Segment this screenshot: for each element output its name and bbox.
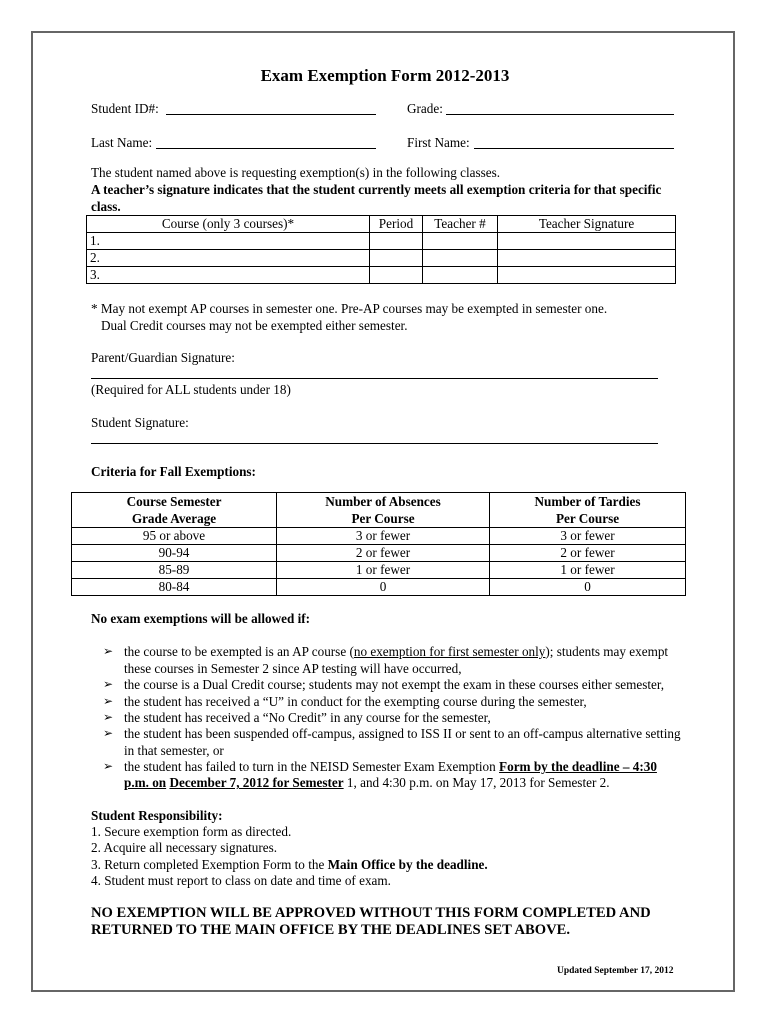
grade-average-header-line1: Course Semester	[126, 494, 222, 509]
course-table-header	[87, 216, 676, 233]
course-cell[interactable]: 1.	[87, 233, 370, 250]
teacher-signature-cell[interactable]	[498, 250, 676, 267]
absences-header-line2: Per Course	[351, 511, 415, 526]
deadline-text: p.m. on	[124, 775, 167, 790]
table-row	[72, 562, 686, 579]
criteria-heading: Criteria for Fall Exemptions:	[91, 464, 256, 479]
bullet-text: the course to be exempted is an AP course (	[124, 644, 354, 659]
arrow-bullet-icon: ➢	[103, 759, 114, 773]
responsibility-bold-text: Main Office by the deadline.	[327, 857, 488, 872]
student-signature-field[interactable]	[91, 443, 658, 444]
table-row	[72, 545, 686, 562]
grade-average-header-line2: Grade Average	[131, 511, 217, 526]
responsibility-text: 3. Return completed Exemption Form to the	[91, 857, 328, 872]
deadline-text: Form by the deadline – 4:30	[499, 759, 657, 774]
responsibility-item: 4. Student must report to class on date and time of exam.	[91, 873, 391, 888]
note-dual-credit: Dual Credit courses may not be exempted either semester.	[101, 318, 408, 333]
responsibility-item: 1. Secure exemption form as directed.	[91, 824, 292, 839]
deadline-date: December 7, 2012 for Semester	[169, 775, 344, 790]
responsibility-heading: Student Responsibility:	[91, 808, 223, 823]
arrow-bullet-icon: ➢	[103, 644, 114, 658]
teacher-number-cell[interactable]	[423, 250, 498, 267]
absences-header	[277, 493, 490, 528]
student-id-label: Student ID#:	[91, 101, 159, 116]
intro-bold-text: A teacher’s signature indicates that the student currently meets all exemption criteria for that specific	[91, 182, 662, 197]
teacher-signature-cell[interactable]	[498, 267, 676, 284]
grade-average-header	[72, 493, 277, 528]
warning-text-line2: RETURNED TO THE MAIN OFFICE BY THE DEADLINES SET ABOVE.	[91, 922, 571, 938]
absences-cell: 3 or fewer	[277, 528, 490, 545]
table-row	[87, 267, 676, 284]
warning-text: NO EXEMPTION WILL BE APPROVED WITHOUT THIS FORM COMPLETED AND	[91, 905, 651, 921]
student-id-field[interactable]	[166, 114, 376, 115]
criteria-table-header	[72, 493, 686, 528]
tardies-cell: 0	[490, 579, 686, 596]
grade-cell: 85-89	[72, 562, 277, 579]
period-cell[interactable]	[370, 250, 423, 267]
bullet-continuation: these courses in Semester 2 since AP testing will have occurred,	[124, 661, 462, 676]
note-ap: * May not exempt AP courses in semester one. Pre-AP courses may be exempted in semester one.	[91, 301, 608, 316]
bullet-underlined-text: no exemption for first semester only	[353, 644, 546, 659]
teacher-number-header: Teacher #	[423, 216, 498, 233]
bullet-continuation: in that semester, or	[124, 743, 224, 758]
teacher-signature-cell[interactable]	[498, 233, 676, 250]
first-name-field[interactable]	[474, 148, 674, 149]
absences-cell: 2 or fewer	[277, 545, 490, 562]
period-cell[interactable]	[370, 233, 423, 250]
criteria-table	[71, 492, 686, 596]
bullet-text: the student has failed to turn in the NEISD Semester Exam Exemption	[124, 759, 500, 774]
bullet-text: the student has received a “U” in conduct for the exempting course during the semester,	[124, 694, 587, 709]
updated-date: Updated September 17, 2012	[557, 966, 674, 976]
table-row	[87, 250, 676, 267]
bullet-text: the course is a Dual Credit course; students may not exempt the exam in these courses either semester,	[124, 677, 664, 692]
grade-label: Grade:	[407, 101, 443, 116]
parent-signature-note: (Required for ALL students under 18)	[91, 382, 291, 397]
course-cell[interactable]: 3.	[87, 267, 370, 284]
period-cell[interactable]	[370, 267, 423, 284]
tardies-cell: 1 or fewer	[490, 562, 686, 579]
table-row	[72, 579, 686, 596]
period-header: Period	[370, 216, 423, 233]
bullet-continuation	[124, 775, 610, 791]
bullet-text: the student has been suspended off-campus, assigned to ISS II or sent to an off-campus alternative setting	[124, 726, 681, 741]
table-row	[87, 233, 676, 250]
absences-cell: 1 or fewer	[277, 562, 490, 579]
table-row	[72, 528, 686, 545]
tardies-header	[490, 493, 686, 528]
no-exemptions-heading: No exam exemptions will be allowed if:	[91, 611, 311, 626]
absences-cell: 0	[277, 579, 490, 596]
tardies-header-line2: Per Course	[555, 511, 620, 526]
bullet-text: 1, and 4:30 p.m. on May 17, 2013 for Semester 2.	[343, 775, 610, 790]
teacher-number-cell[interactable]	[423, 233, 498, 250]
tardies-header-line1: Number of Tardies	[534, 494, 641, 509]
bullet-text: ); students may exempt	[545, 644, 669, 659]
course-table	[86, 215, 676, 284]
responsibility-item: 2. Acquire all necessary signatures.	[91, 840, 278, 855]
grade-cell: 90-94	[72, 545, 277, 562]
absences-header-line1: Number of Absences	[325, 494, 441, 509]
parent-signature-label: Parent/Guardian Signature:	[91, 350, 235, 365]
grade-cell: 95 or above	[72, 528, 277, 545]
last-name-label: Last Name:	[91, 135, 153, 150]
arrow-bullet-icon: ➢	[103, 694, 114, 708]
intro-text: The student named above is requesting exemption(s) in the following classes.	[91, 165, 501, 180]
tardies-cell: 2 or fewer	[490, 545, 686, 562]
teacher-number-cell[interactable]	[423, 267, 498, 284]
last-name-field[interactable]	[156, 148, 376, 149]
arrow-bullet-icon: ➢	[103, 710, 114, 724]
grade-cell: 80-84	[72, 579, 277, 596]
bullet-text: the student has received a “No Credit” in any course for the semester,	[124, 710, 491, 725]
tardies-cell: 3 or fewer	[490, 528, 686, 545]
arrow-bullet-icon: ➢	[103, 726, 114, 740]
course-cell[interactable]: 2.	[87, 250, 370, 267]
arrow-bullet-icon: ➢	[103, 677, 114, 691]
form-title: Exam Exemption Form 2012-2013	[260, 66, 510, 85]
parent-signature-field[interactable]	[91, 378, 658, 379]
grade-field[interactable]	[446, 114, 674, 115]
intro-bold-text-end: class.	[91, 199, 121, 214]
responsibility-item	[91, 857, 488, 873]
first-name-label: First Name:	[407, 135, 470, 150]
course-header: Course (only 3 courses)*	[87, 216, 370, 233]
teacher-signature-header: Teacher Signature	[498, 216, 676, 233]
student-signature-label: Student Signature:	[91, 415, 189, 430]
